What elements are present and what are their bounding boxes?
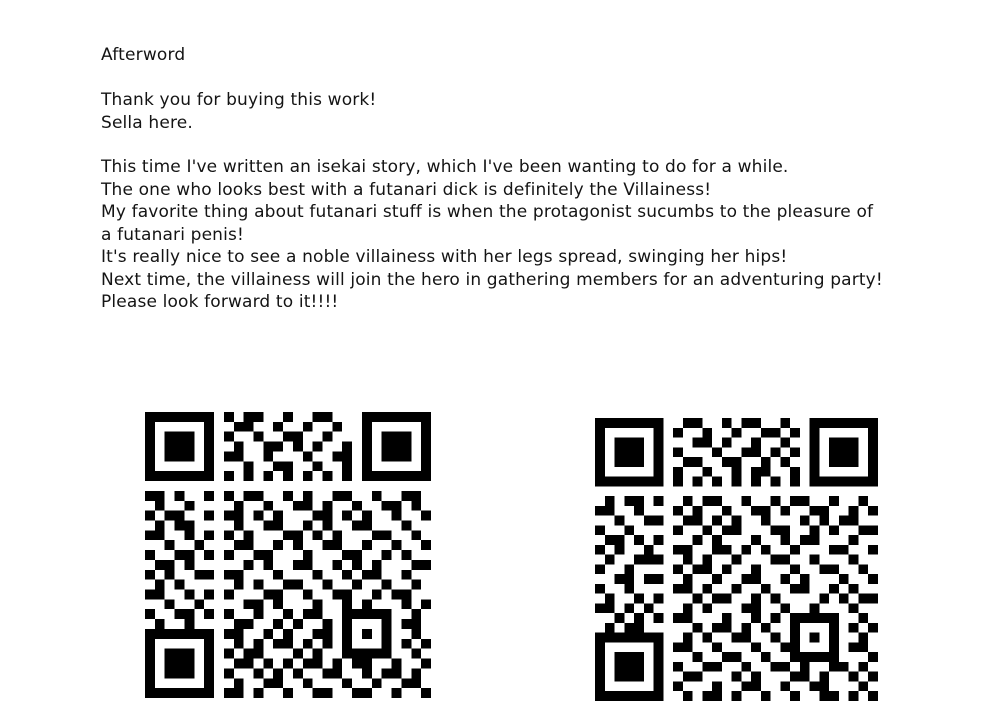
- text-line: a futanari penis!: [101, 224, 244, 245]
- text-line: This time I've written an isekai story, which I've been wanting to do for a while.: [101, 157, 789, 177]
- text-line: Please look forward to it!!!!: [101, 292, 339, 312]
- text-line: Next time, the villainess will join the hero in gathering members for an adventuring party!: [101, 269, 883, 290]
- paragraph-body: [101, 156, 941, 314]
- qr-code-left: [145, 412, 431, 698]
- qr-code-area: [0, 400, 1001, 467]
- text-line: Thank you for buying this work!: [101, 90, 377, 110]
- page-title: Afterword: [101, 45, 186, 65]
- text-line: The one who looks best with a futanari dick is definitely the Villainess!: [101, 179, 712, 200]
- text-line: It's really nice to see a noble villainess with her legs spread, swinging her hips!: [101, 247, 788, 267]
- text-line: Sella here.: [101, 112, 193, 133]
- afterword-section: [101, 44, 941, 314]
- paragraph-greeting: [101, 89, 941, 134]
- text-line: My favorite thing about futanari stuff is when the protagonist sucumbs to the pleasure of: [101, 202, 874, 222]
- qr-code-right: [595, 418, 878, 701]
